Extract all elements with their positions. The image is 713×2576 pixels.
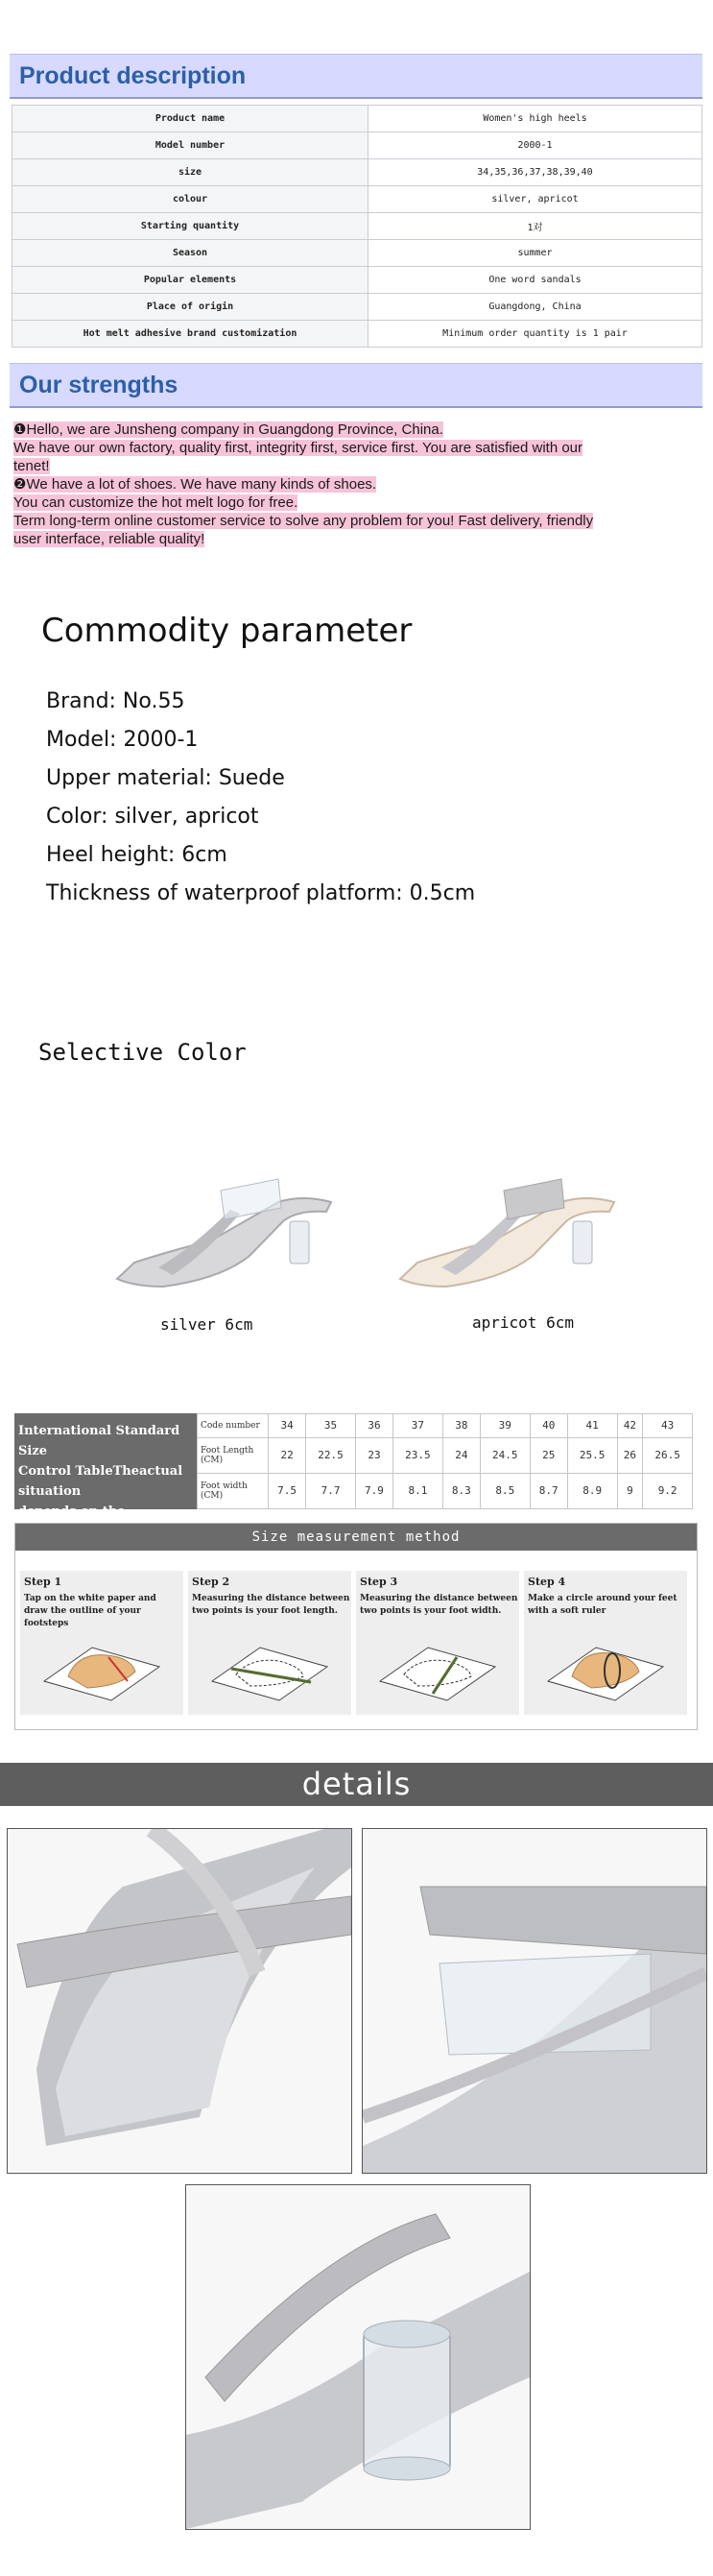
strength-line: user interface, reliable quality! [13,531,205,547]
row-key: Hot melt adhesive brand customization [12,321,368,348]
row-key: Place of origin [12,294,368,321]
table-row [12,159,702,186]
foot-length-icon [207,1628,332,1705]
table-row [12,186,702,213]
size-cell: 22 [269,1437,306,1473]
table-row [12,294,702,321]
size-cell: 7.7 [306,1473,356,1508]
size-cell: 8.7 [530,1473,567,1508]
size-cell: 23.5 [393,1437,443,1473]
step-1 [20,1571,183,1715]
table-row [12,213,702,240]
step-title: Step 4 [528,1576,566,1588]
size-cell: 36 [355,1414,392,1438]
step-2 [188,1571,351,1715]
strength-line: tenet! [13,458,50,474]
row-key: Popular elements [12,267,368,294]
apricot-caption: apricot 6cm [472,1313,574,1332]
size-cell: 9 [617,1473,643,1508]
size-cell: 24.5 [480,1437,530,1473]
strength-line: Term long-term online customer service to solve any problem for you! Fast delivery, friendly [13,513,594,529]
size-cell: 25 [530,1437,567,1473]
param-brand: Brand: No.55 [46,689,185,713]
row-value: 2000-1 [368,132,702,159]
step-desc: Tap on the white paper and draw the outline of your footsteps [24,1594,156,1628]
measurement-title: Size measurement method [15,1524,697,1551]
size-cell: 38 [442,1414,480,1438]
strength-line: ❶Hello, we are Junsheng company in Guangdong Province, China. [13,421,443,438]
size-cell: 40 [530,1414,567,1438]
product-table [12,105,702,348]
row-value: Minimum order quantity is 1 pair [368,321,702,348]
param-platform: Thickness of waterproof platform: 0.5cm [46,881,476,905]
size-chart [14,1413,693,1519]
foot-outline-icon [39,1628,164,1705]
step-title: Step 3 [360,1576,398,1588]
row-key: Model number [12,132,368,159]
step-desc: Measuring the distance between two points is your foot length. [192,1594,350,1616]
row-value: One word sandals [368,267,702,294]
table-row [12,132,702,159]
row-value: summer [368,240,702,267]
selective-color-title: Selective Color [38,1039,247,1066]
table-row [12,321,702,348]
soft-ruler-icon [543,1628,668,1705]
size-cell: 22.5 [306,1437,356,1473]
note-line: depends on the [18,1505,126,1519]
size-row [198,1473,693,1508]
step-title: Step 2 [192,1576,230,1588]
size-cell: 26.5 [643,1437,693,1473]
row-key: colour [12,186,368,213]
size-row [198,1414,693,1438]
param-heel: Heel height: 6cm [46,843,227,867]
size-cell: 35 [306,1414,356,1438]
step-4 [524,1571,687,1715]
size-cell: 7.5 [269,1473,306,1508]
strength-line: We have our own factory, quality first, integrity first, service first. You are satisfied with our [13,440,583,456]
size-cell: 43 [643,1414,693,1438]
size-cell: 8.9 [567,1473,617,1508]
detail-photo-2[interactable] [362,1828,707,2174]
size-table [197,1413,693,1509]
row-key: size [12,159,368,186]
size-cell: 24 [442,1437,480,1473]
table-row [12,267,702,294]
commodity-title: Commodity parameter [41,612,413,650]
strength-line: ❷We have a lot of shoes. We have many kinds of shoes. [13,476,377,493]
size-chart-note [14,1413,197,1519]
row-key: Product name [12,106,368,132]
step-desc: Measuring the distance between two points is your foot width. [360,1594,518,1616]
table-row [12,106,702,132]
step-3 [356,1571,519,1715]
param-color: Color: silver, apricot [46,805,259,829]
size-row-label: Foot width (CM) [198,1473,269,1508]
table-row [12,240,702,267]
note-line: International Standard Size [18,1424,180,1458]
details-header: details [0,1763,713,1806]
row-value: 1对 [368,213,702,240]
size-cell: 8.5 [480,1473,530,1508]
size-cell: 37 [393,1414,443,1438]
strength-line: You can customize the hot melt logo for free. [13,494,298,511]
apricot-shoe-image[interactable] [389,1152,638,1306]
size-cell: 25.5 [567,1437,617,1473]
product-description-header [10,54,702,99]
row-key: Starting quantity [12,213,368,240]
size-cell: 7.9 [355,1473,392,1508]
size-cell: 34 [269,1414,306,1438]
detail-photo-3[interactable] [185,2184,531,2530]
size-cell: 23 [355,1437,392,1473]
size-cell: 42 [617,1414,643,1438]
step-desc: Make a circle around your feet with a soft ruler [528,1594,677,1616]
row-key: Season [12,240,368,267]
silver-caption: silver 6cm [160,1315,253,1334]
measurement-panel [14,1523,698,1730]
size-cell: 8.3 [442,1473,480,1508]
strengths-header [10,363,702,408]
row-value: Women's high heels [368,106,702,132]
row-value: silver, apricot [368,186,702,213]
size-row-label: Code number [198,1414,269,1438]
section-title: Our strengths [19,372,178,398]
note-line: Control TableTheactual situation [18,1464,183,1499]
size-row [198,1437,693,1473]
detail-photo-1[interactable] [7,1828,352,2174]
param-upper: Upper material: Suede [46,766,285,790]
step-title: Step 1 [24,1576,62,1588]
size-cell: 39 [480,1414,530,1438]
silver-shoe-image[interactable] [106,1152,355,1306]
size-cell: 26 [617,1437,643,1473]
size-cell: 9.2 [643,1473,693,1508]
row-value: Guangdong, China [368,294,702,321]
size-cell: 41 [567,1414,617,1438]
param-model: Model: 2000-1 [46,728,199,752]
section-title: Product description [19,62,247,89]
size-cell: 8.1 [393,1473,443,1508]
size-row-label: Foot Length (CM) [198,1437,269,1473]
row-value: 34,35,36,37,38,39,40 [368,159,702,186]
foot-width-icon [375,1628,500,1705]
